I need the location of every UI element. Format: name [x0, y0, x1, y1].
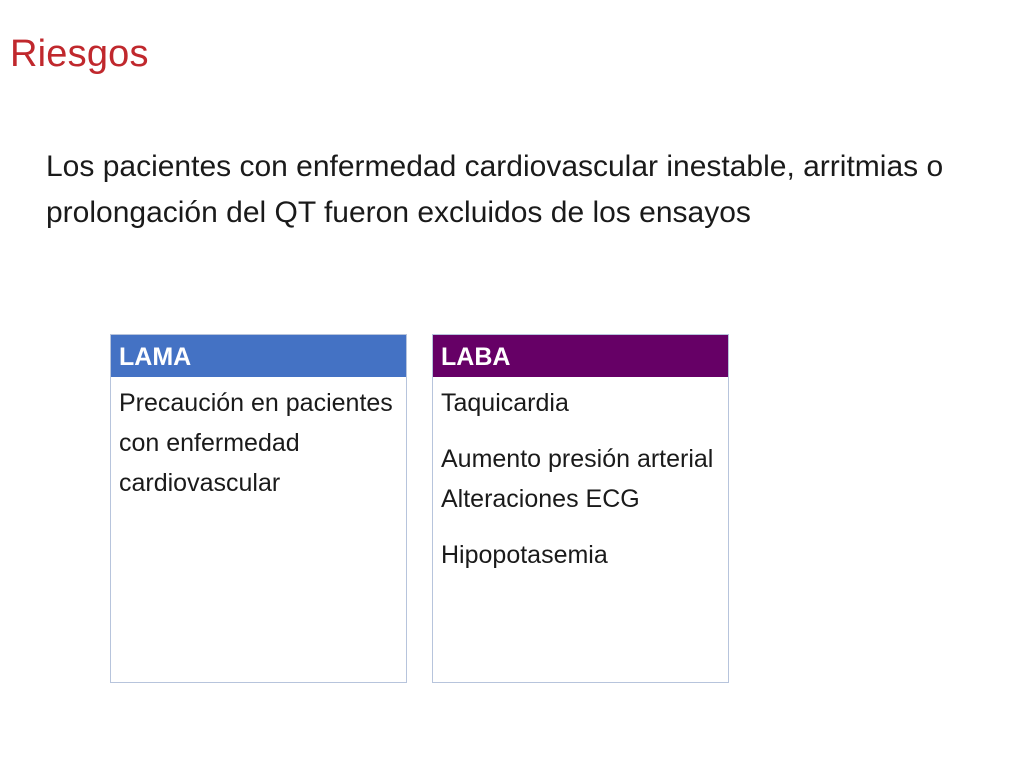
laba-box-header: LABA	[433, 335, 728, 377]
laba-item-taquicardia: Taquicardia	[441, 389, 569, 417]
lama-item: Precaución en pacientes con enfermedad cardiovascular	[119, 389, 393, 497]
slide-title: Riesgos	[10, 33, 149, 75]
lama-box	[110, 334, 407, 683]
laba-box-content	[433, 377, 728, 575]
slide-body-text: Los pacientes con enfermedad cardiovascular inestable, arritmias o prolongación del QT fueron excluidos de los ensayos	[46, 150, 944, 229]
laba-item-presion-ecg: Aumento presión arterial Alteraciones ECG	[441, 445, 714, 513]
lama-box-content	[111, 377, 406, 503]
lama-box-header: LAMA	[111, 335, 406, 377]
laba-item-hipopotasemia: Hipopotasemia	[441, 541, 608, 569]
laba-box	[432, 334, 729, 683]
